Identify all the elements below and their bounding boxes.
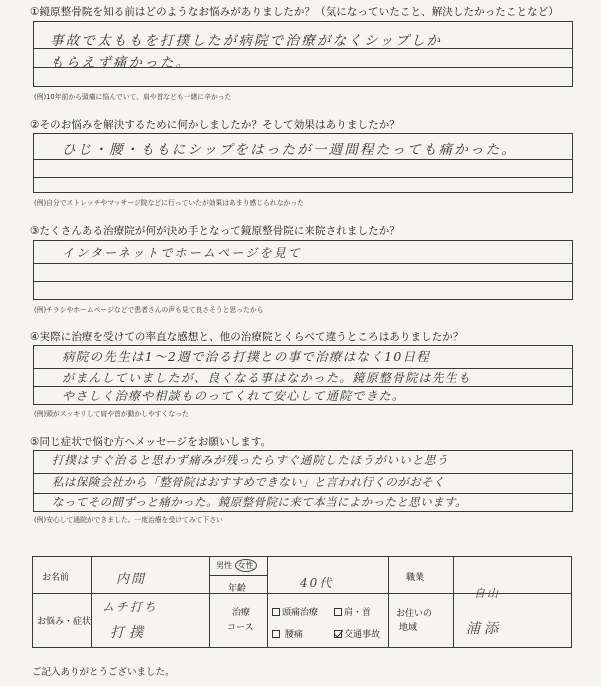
concern-label: お悩み・症状 xyxy=(37,617,92,627)
option-accident[interactable]: 交通事故 xyxy=(334,627,380,640)
question-3: ③たくさんある治療院が何が決め手となって鏡原整骨院に来院されましたか？ xyxy=(30,225,400,237)
checkbox-back[interactable] xyxy=(272,630,280,638)
course-label-2: コース xyxy=(227,623,254,633)
checkbox-headache[interactable] xyxy=(272,608,280,616)
concern-value-2: 打撲 xyxy=(110,625,148,641)
option-back[interactable]: 腰痛 xyxy=(272,627,303,640)
option-shoulder[interactable]: 肩・首 xyxy=(334,605,371,618)
answer-4-line-1: 病院の先生は1〜2週で治る打撲との事で治療はなく10日程 xyxy=(62,349,431,364)
address-label-1: お住いの xyxy=(396,609,433,619)
question-5: ⑤同じ症状で悩む方へメッセージをお願いします。 xyxy=(30,436,272,448)
job-label: 職業 xyxy=(406,573,425,583)
name-label: お名前 xyxy=(42,573,70,583)
example-4: (例)頭がスッキリして肩や首が動かしやすくなった xyxy=(34,410,189,418)
example-2: (例)自分でストレッチやマッサージ院などに行っていたが効果はあまり感じられなかった xyxy=(34,199,304,207)
example-3: (例)チラシやホームページなどで患者さんの声も見て良さそうと思ったから xyxy=(34,306,264,314)
example-5: (例)安心して通院ができました。一度治療を受けてみて下さい xyxy=(34,516,223,524)
address-label-2: 地域 xyxy=(399,623,418,633)
gender-female-circled: 女性 xyxy=(235,559,257,572)
job-value: 自山 xyxy=(474,587,500,600)
question-4: ④実際に治療を受けての率直な感想と、他の治療院とくらべて違うところはありましたか？ xyxy=(30,331,464,343)
name-value: 内間 xyxy=(116,572,147,587)
gender-male: 男性 xyxy=(216,561,232,570)
thank-you-footer: ご記入ありがとうございました。 xyxy=(32,667,175,678)
question-2: ②そのお悩みを解決するために何かしましたか？そして効果はありましたか？ xyxy=(30,119,400,131)
course-label-1: 治療 xyxy=(232,608,251,618)
example-1: (例)10年前から頭痛に悩んでいて、肩や首なども一緒に辛かった xyxy=(34,93,232,101)
answer-4-line-2: がまんしていましたが、良くなる事はなかった。鏡原整骨院は先生も xyxy=(62,371,472,385)
option-headache[interactable]: 頭痛治療 xyxy=(272,605,318,618)
answer-1-line-1: 事故で太ももを打撲したが病院で治療がなくシップしか xyxy=(50,33,443,49)
question-1: ①鏡原整骨院を知る前はどのようなお悩みがありましたか？（気になっていたこと、解決したかったことなど） xyxy=(30,6,559,18)
answer-5-line-1: 打撲はすぐ治ると思わず痛みが残ったらすぐ通院したほうがいいと思う xyxy=(52,453,449,467)
answer-3-line-1: インターネットでホームページを見て xyxy=(62,246,303,260)
checkbox-accident-checked[interactable] xyxy=(334,630,342,638)
answer-1-line-2: もらえず痛かった。 xyxy=(50,55,192,71)
answer-2-line-1: ひじ・腰・ももにシップをはったが一週間程たっても痛かった。 xyxy=(62,142,518,158)
answer-4-line-3: やさしく治療や相談ものってくれて安心して通院できた。 xyxy=(62,389,406,403)
answer-5-line-3: なってその間ずっと痛かった。鏡原整骨院に来て本当によかったと思います。 xyxy=(52,495,467,509)
age-value: 40代 xyxy=(300,576,334,590)
checkbox-shoulder[interactable] xyxy=(334,608,342,616)
age-label: 年齢 xyxy=(228,584,247,594)
answer-5-line-2: 私は保険会社から「整骨院はおすすめできない」と言われ行くのがおそく xyxy=(52,475,445,489)
concern-value-1: ムチ打ち xyxy=(102,600,158,614)
gender-field xyxy=(216,559,257,572)
address-value: 浦添 xyxy=(466,621,502,637)
